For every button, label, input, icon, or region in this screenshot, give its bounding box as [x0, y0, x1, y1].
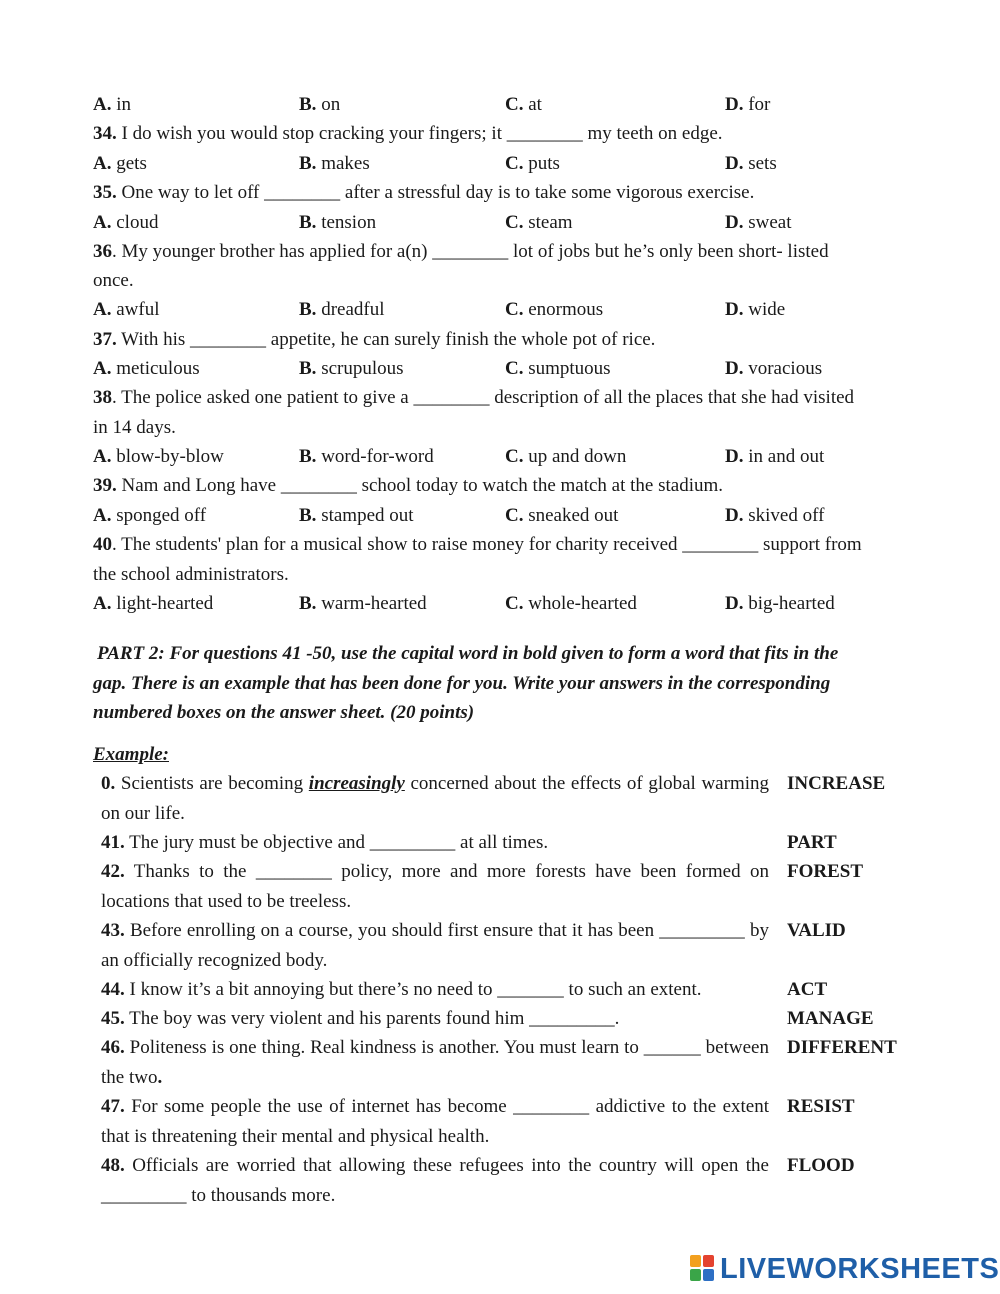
question-45: 45. The boy was very violent and his parents found him _________. — [101, 1008, 620, 1029]
keyword-48: FLOOD — [787, 1155, 855, 1176]
keyword-44: ACT — [787, 979, 828, 1000]
q40-option-c: C. whole-hearted — [505, 593, 637, 614]
q39-option-b: B. stamped out — [299, 505, 414, 526]
q35-option-a: A. cloud — [93, 212, 159, 233]
q33-option-c: C. at — [505, 94, 542, 115]
q39-option-d: D. skived off — [725, 505, 825, 526]
question-48: 48. Officials are worried that allowing these refugees into the country will open the _________ to thousands more. — [101, 1155, 769, 1206]
q33-option-b: B. on — [299, 94, 341, 115]
q36-option-b: B. dreadful — [299, 299, 385, 320]
example-question: 0. Scientists are becoming increasingly concerned about the effects of global warming on our life. — [101, 773, 769, 824]
question-40: 40. The students' plan for a musical show to raise money for charity received ________ support from — [93, 534, 862, 555]
question-43: 43. Before enrolling on a course, you should first ensure that it has been _________ by an officially recognized body. — [101, 920, 769, 971]
q36-option-d: D. wide — [725, 299, 786, 320]
question-42: 42. Thanks to the ________ policy, more and more forests have been formed on locations that used to be treeless. — [101, 861, 769, 912]
q38-option-a: A. blow-by-blow — [93, 446, 224, 467]
question-34: 34. I do wish you would stop cracking your fingers; it ________ my teeth on edge. — [93, 123, 723, 144]
q37-option-c: C. sumptuous — [505, 358, 611, 379]
keyword-41: PART — [787, 832, 837, 853]
q34-option-a: A. gets — [93, 153, 147, 174]
question-38-cont: in 14 days. — [93, 417, 176, 438]
question-39: 39. Nam and Long have ________ school today to watch the match at the stadium. — [93, 475, 724, 496]
q38-option-b: B. word-for-word — [299, 446, 434, 467]
example-keyword: INCREASE — [787, 773, 886, 794]
q40-option-d: D. big-hearted — [725, 593, 835, 614]
q36-option-c: C. enormous — [505, 299, 604, 320]
q39-option-a: A. sponged off — [93, 505, 207, 526]
keyword-42: FOREST — [787, 861, 864, 882]
part2-line-1: PART 2: For questions 41 -50, use the capital word in bold given to form a word that fits in the — [97, 643, 839, 664]
q38-option-d: D. in and out — [725, 446, 825, 467]
question-35: 35. One way to let off ________ after a stressful day is to take some vigorous exercise. — [93, 182, 755, 203]
q35-option-c: C. steam — [505, 212, 573, 233]
liveworksheets-logo-icon — [690, 1255, 716, 1283]
example-label: Example: — [93, 744, 169, 765]
question-36-cont: once. — [93, 270, 134, 291]
q37-option-b: B. scrupulous — [299, 358, 404, 379]
q34-option-b: B. makes — [299, 153, 370, 174]
keyword-43: VALID — [787, 920, 846, 941]
question-40-cont: the school administrators. — [93, 564, 289, 585]
question-38: 38. The police asked one patient to give a ________ description of all the places that she had visited — [93, 387, 855, 408]
question-44: 44. I know it’s a bit annoying but there’s no need to _______ to such an extent. — [101, 979, 702, 1000]
question-37: 37. With his ________ appetite, he can surely finish the whole pot of rice. — [93, 329, 656, 350]
q40-option-b: B. warm-hearted — [299, 593, 427, 614]
q36-option-a: A. awful — [93, 299, 160, 320]
q33-option-a: A. in — [93, 94, 132, 115]
q38-option-c: C. up and down — [505, 446, 627, 467]
question-47: 47. For some people the use of internet has become ________ addictive to the extent that is threatening their mental and physical health. — [101, 1096, 769, 1147]
q37-option-a: A. meticulous — [93, 358, 200, 379]
part2-line-3: numbered boxes on the answer sheet. (20 points) — [93, 702, 475, 723]
question-36: 36. My younger brother has applied for a(n) ________ lot of jobs but he’s only been short- listed — [93, 241, 829, 262]
keyword-45: MANAGE — [787, 1008, 874, 1029]
question-41: 41. The jury must be objective and _________ at all times. — [101, 832, 549, 853]
q33-option-d: D. for — [725, 94, 771, 115]
logo-text: LIVEWORKSHEETS — [720, 1252, 1000, 1285]
q37-option-d: D. voracious — [725, 358, 823, 379]
liveworksheets-logo — [690, 1253, 999, 1285]
q40-option-a: A. light-hearted — [93, 593, 214, 614]
q35-option-b: B. tension — [299, 212, 377, 233]
keyword-46: DIFFERENT — [787, 1037, 897, 1058]
q34-option-c: C. puts — [505, 153, 560, 174]
part2-instructions — [93, 639, 943, 728]
part2-line-2: gap. There is an example that has been done for you. Write your answers in the corresponding — [93, 672, 831, 694]
example-answer: increasingly — [308, 773, 405, 794]
question-46: 46. Politeness is one thing. Real kindness is another. You must learn to ______ between the two. — [101, 1037, 769, 1088]
q34-option-d: D. sets — [725, 153, 777, 174]
keyword-47: RESIST — [787, 1096, 855, 1117]
q35-option-d: D. sweat — [725, 212, 792, 233]
q39-option-c: C. sneaked out — [505, 505, 619, 526]
